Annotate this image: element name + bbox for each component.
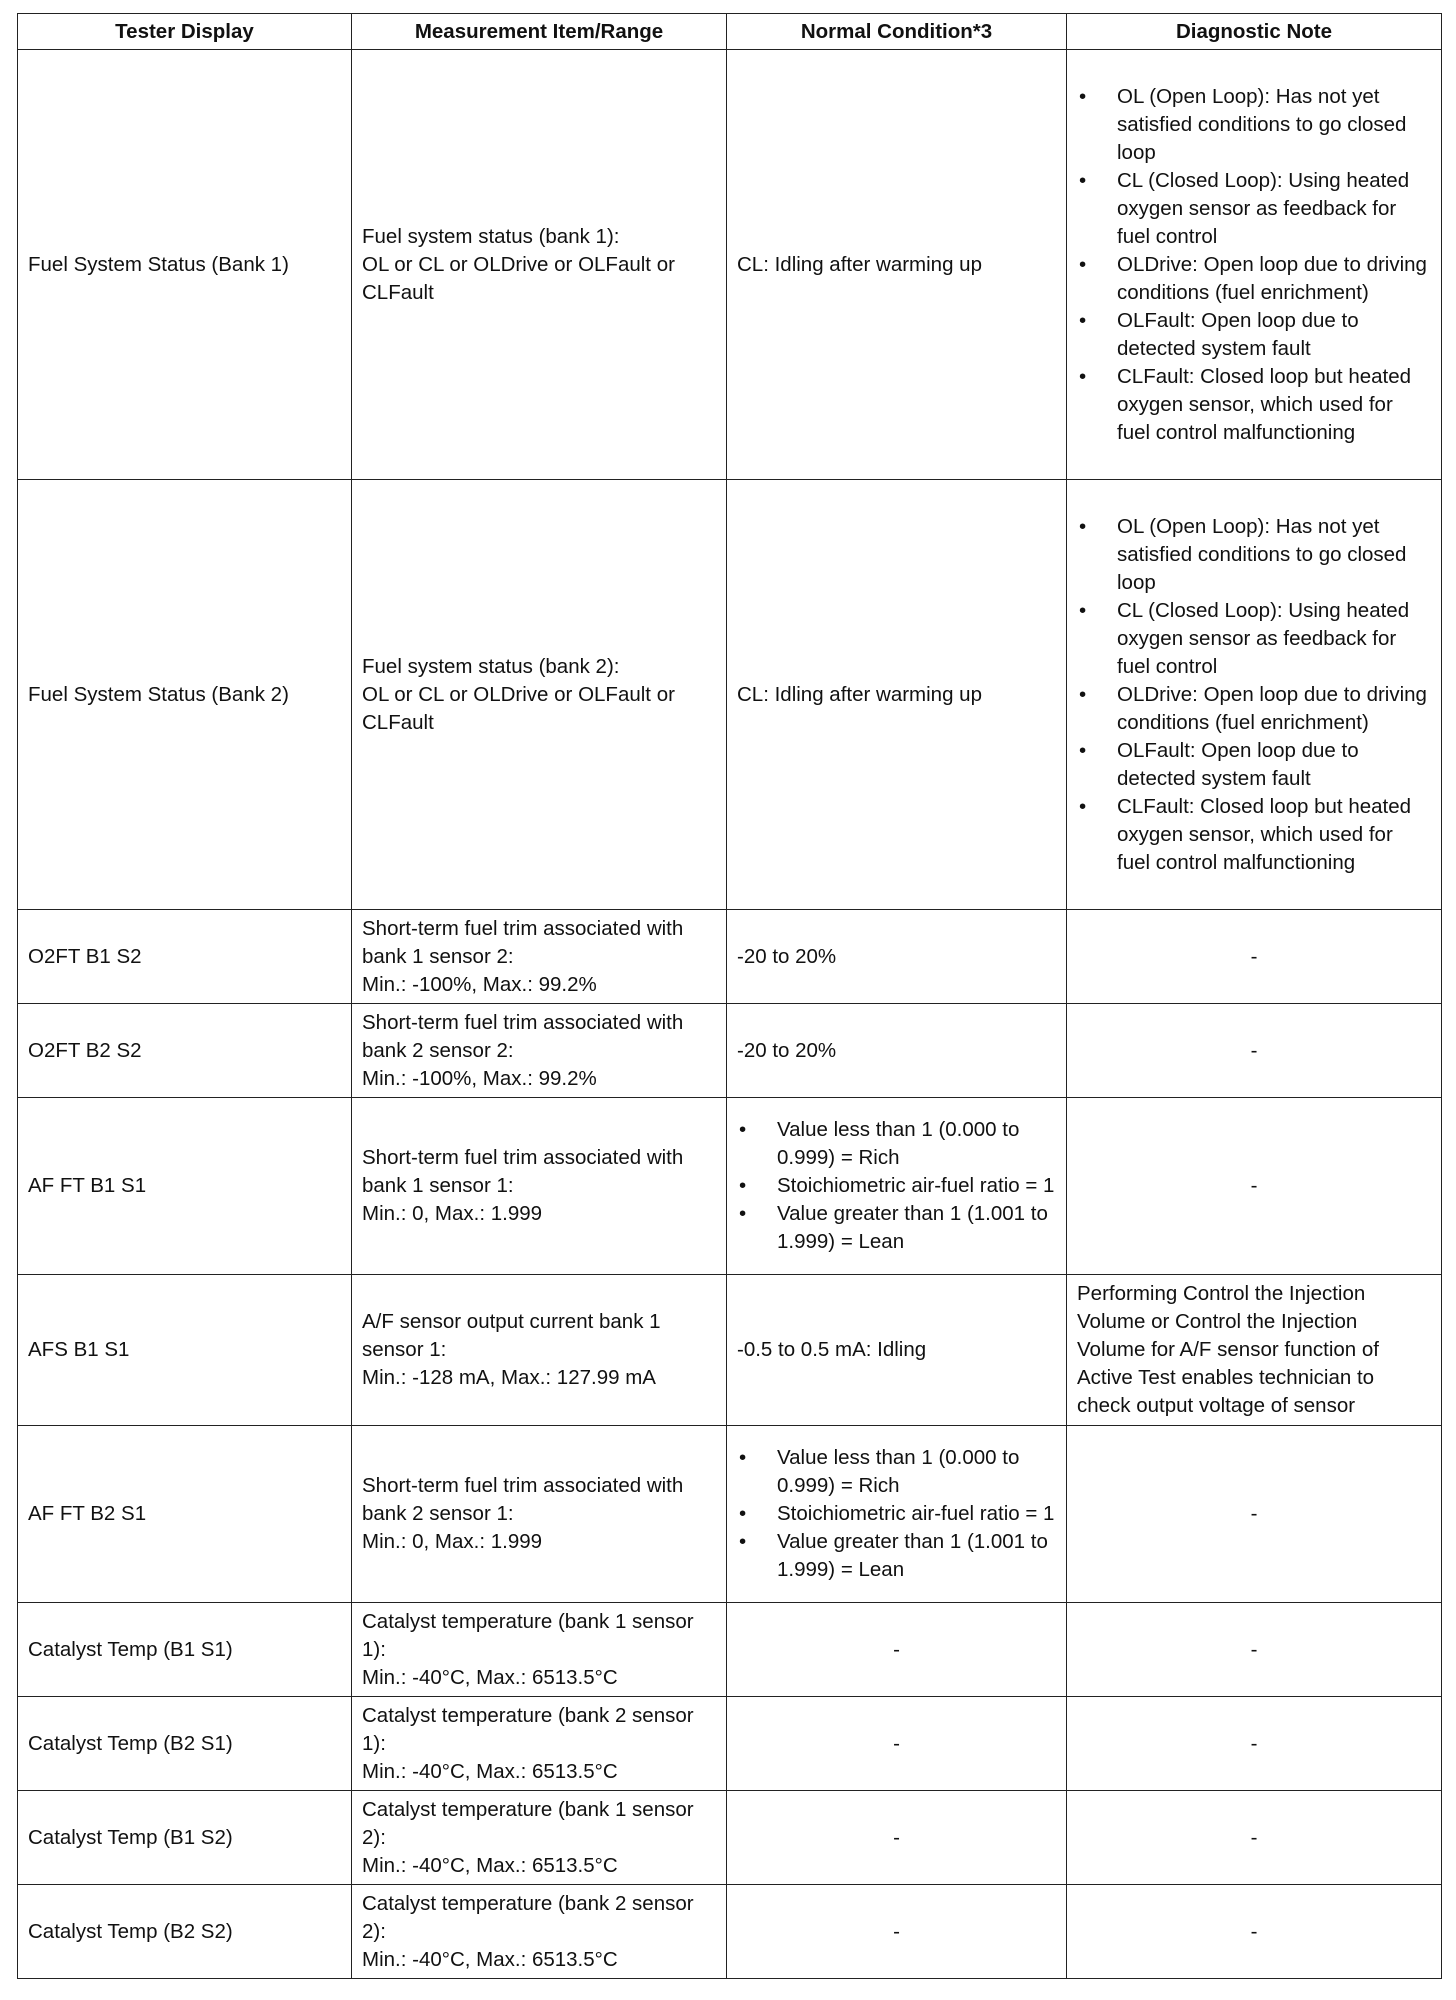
header-diagnostic-note: Diagnostic Note: [1067, 14, 1442, 50]
diagnostic-note-list: [1077, 83, 1431, 447]
bullet-icon: •: [1079, 252, 1087, 276]
measurement-text: Short-term fuel trim associated with bank 1 sensor 1: Min.: 0, Max.: 1.999: [362, 1146, 684, 1225]
cell-normal-condition: -: [727, 1885, 1067, 1979]
cell-diagnostic-note: [1067, 480, 1442, 910]
cell-diagnostic-note: -: [1067, 1004, 1442, 1098]
list-item-text: OL (Open Loop): Has not yet satisfied conditions to go closed loop: [1117, 514, 1407, 594]
list-item: [737, 1444, 1056, 1500]
measurement-text: Catalyst temperature (bank 1 sensor 2): Min.: -40°C, Max.: 6513.5°C: [362, 1797, 694, 1877]
cell-normal-condition: -: [727, 1697, 1067, 1791]
cell-diagnostic-note: [1067, 50, 1442, 480]
list-item: [1077, 681, 1431, 737]
header-tester-display: Tester Display: [18, 14, 352, 50]
measurement-text: Catalyst temperature (bank 2 sensor 1): Min.: -40°C, Max.: 6513.5°C: [362, 1703, 694, 1783]
table-row: [18, 1885, 1442, 1979]
bullet-icon: •: [739, 1202, 747, 1225]
table-row: [18, 1697, 1442, 1791]
list-item: [1077, 737, 1431, 793]
measurement-text: Short-term fuel trim associated with bank 2 sensor 2: Min.: -100%, Max.: 99.2%: [362, 1010, 684, 1090]
table-body: [18, 50, 1442, 1979]
bullet-icon: •: [1079, 364, 1087, 388]
table-row: [18, 910, 1442, 1004]
cell-diagnostic-note: -: [1067, 1603, 1442, 1697]
list-item-text: CL (Closed Loop): Using heated oxygen sensor as feedback for fuel control: [1117, 598, 1410, 678]
list-item: [1077, 793, 1431, 877]
bullet-icon: •: [1079, 514, 1087, 538]
cell-measurement-item: [352, 1885, 727, 1979]
list-item-text: Value greater than 1 (1.001 to 1.999) = Lean: [777, 1202, 1048, 1253]
list-item-text: Value less than 1 (0.000 to 0.999) = Rich: [777, 1118, 1020, 1169]
cell-tester-display: Catalyst Temp (B1 S2): [18, 1791, 352, 1885]
cell-normal-condition: CL: Idling after warming up: [727, 480, 1067, 910]
list-item: [1077, 597, 1431, 681]
list-item: [737, 1172, 1056, 1200]
table-row: [18, 1098, 1442, 1275]
list-item-text: CLFault: Closed loop but heated oxygen sensor, which used for fuel control malfunctioning: [1117, 364, 1412, 444]
cell-tester-display: Fuel System Status (Bank 1): [18, 50, 352, 480]
list-item: [737, 1116, 1056, 1172]
list-item-text: OLFault: Open loop due to detected system fault: [1117, 308, 1359, 360]
list-item: [1077, 251, 1431, 307]
cell-diagnostic-note: -: [1067, 1098, 1442, 1275]
list-item: [1077, 167, 1431, 251]
cell-diagnostic-note: Performing Control the Injection Volume or Control the Injection Volume for A/F sensor function of Active Test enables technician to check output voltage of sensor: [1067, 1275, 1442, 1426]
cell-tester-display: AFS B1 S1: [18, 1275, 352, 1426]
list-item-text: OLDrive: Open loop due to driving conditions (fuel enrichment): [1117, 252, 1427, 304]
list-item-text: Value greater than 1 (1.001 to 1.999) = Lean: [777, 1530, 1048, 1581]
list-item-text: OLFault: Open loop due to detected system fault: [1117, 738, 1359, 790]
cell-diagnostic-note: -: [1067, 1426, 1442, 1603]
cell-measurement-item: [352, 1098, 727, 1275]
table-row: [18, 1004, 1442, 1098]
list-item: [737, 1500, 1056, 1528]
cell-measurement-item: [352, 480, 727, 910]
list-item: [737, 1528, 1056, 1584]
measurement-text: Fuel system status (bank 2): OL or CL or OLDrive or OLFault or CLFault: [362, 654, 675, 734]
list-item-text: OLDrive: Open loop due to driving conditions (fuel enrichment): [1117, 682, 1427, 734]
measurement-text: Short-term fuel trim associated with bank 2 sensor 1: Min.: 0, Max.: 1.999: [362, 1474, 684, 1553]
measurement-text: Catalyst temperature (bank 2 sensor 2): Min.: -40°C, Max.: 6513.5°C: [362, 1891, 694, 1971]
measurement-text: A/F sensor output current bank 1 sensor 1: Min.: -128 mA, Max.: 127.99 mA: [362, 1310, 661, 1389]
cell-measurement-item: [352, 1275, 727, 1426]
cell-normal-condition: [727, 1098, 1067, 1275]
cell-measurement-item: [352, 50, 727, 480]
bullet-icon: •: [739, 1174, 747, 1197]
table-row: [18, 1275, 1442, 1426]
list-item-text: Stoichiometric air-fuel ratio = 1: [777, 1174, 1055, 1197]
header-measurement-item: Measurement Item/Range: [352, 14, 727, 50]
cell-measurement-item: [352, 1791, 727, 1885]
cell-tester-display: Fuel System Status (Bank 2): [18, 480, 352, 910]
measurement-text: Catalyst temperature (bank 1 sensor 1): Min.: -40°C, Max.: 6513.5°C: [362, 1609, 694, 1689]
cell-tester-display: AF FT B1 S1: [18, 1098, 352, 1275]
table-row: [18, 50, 1442, 480]
cell-tester-display: AF FT B2 S1: [18, 1426, 352, 1603]
bullet-icon: •: [739, 1502, 747, 1525]
list-item-text: CLFault: Closed loop but heated oxygen sensor, which used for fuel control malfunctioning: [1117, 794, 1412, 874]
bullet-icon: •: [1079, 598, 1087, 622]
data-list-table: [17, 13, 1442, 1979]
cell-normal-condition: -20 to 20%: [727, 1004, 1067, 1098]
list-item: [1077, 307, 1431, 363]
bullet-icon: •: [1079, 84, 1087, 108]
cell-normal-condition: -0.5 to 0.5 mA: Idling: [727, 1275, 1067, 1426]
cell-diagnostic-note: -: [1067, 910, 1442, 1004]
list-item-text: Value less than 1 (0.000 to 0.999) = Rich: [777, 1446, 1020, 1497]
cell-diagnostic-note: -: [1067, 1697, 1442, 1791]
list-item: [1077, 513, 1431, 597]
diagnostic-note-list: [1077, 513, 1431, 877]
table-row: [18, 1791, 1442, 1885]
table-header-row: [18, 14, 1442, 50]
cell-measurement-item: [352, 1426, 727, 1603]
bullet-icon: •: [1079, 738, 1087, 762]
cell-normal-condition: -: [727, 1603, 1067, 1697]
cell-tester-display: O2FT B1 S2: [18, 910, 352, 1004]
cell-measurement-item: [352, 1603, 727, 1697]
measurement-text: Fuel system status (bank 1): OL or CL or OLDrive or OLFault or CLFault: [362, 224, 675, 304]
list-item-text: OL (Open Loop): Has not yet satisfied conditions to go closed loop: [1117, 84, 1407, 164]
cell-tester-display: Catalyst Temp (B2 S2): [18, 1885, 352, 1979]
normal-condition-list: [737, 1444, 1056, 1584]
list-item-text: Stoichiometric air-fuel ratio = 1: [777, 1502, 1055, 1525]
bullet-icon: •: [739, 1446, 747, 1469]
list-item-text: CL (Closed Loop): Using heated oxygen sensor as feedback for fuel control: [1117, 168, 1410, 248]
cell-normal-condition: -20 to 20%: [727, 910, 1067, 1004]
cell-measurement-item: [352, 1004, 727, 1098]
table-row: [18, 480, 1442, 910]
bullet-icon: •: [1079, 682, 1087, 706]
bullet-icon: •: [1079, 168, 1087, 192]
cell-measurement-item: [352, 1697, 727, 1791]
cell-normal-condition: -: [727, 1791, 1067, 1885]
cell-diagnostic-note: -: [1067, 1885, 1442, 1979]
list-item: [1077, 363, 1431, 447]
table-row: [18, 1426, 1442, 1603]
bullet-icon: •: [1079, 308, 1087, 332]
table-row: [18, 1603, 1442, 1697]
cell-measurement-item: [352, 910, 727, 1004]
list-item: [1077, 83, 1431, 167]
bullet-icon: •: [739, 1530, 747, 1553]
cell-tester-display: Catalyst Temp (B1 S1): [18, 1603, 352, 1697]
cell-tester-display: Catalyst Temp (B2 S1): [18, 1697, 352, 1791]
header-normal-condition: Normal Condition*3: [727, 14, 1067, 50]
cell-diagnostic-note: -: [1067, 1791, 1442, 1885]
bullet-icon: •: [739, 1118, 747, 1141]
cell-tester-display: O2FT B2 S2: [18, 1004, 352, 1098]
list-item: [737, 1200, 1056, 1256]
cell-normal-condition: CL: Idling after warming up: [727, 50, 1067, 480]
bullet-icon: •: [1079, 794, 1087, 818]
normal-condition-list: [737, 1116, 1056, 1256]
measurement-text: Short-term fuel trim associated with bank 1 sensor 2: Min.: -100%, Max.: 99.2%: [362, 916, 684, 996]
cell-normal-condition: [727, 1426, 1067, 1603]
